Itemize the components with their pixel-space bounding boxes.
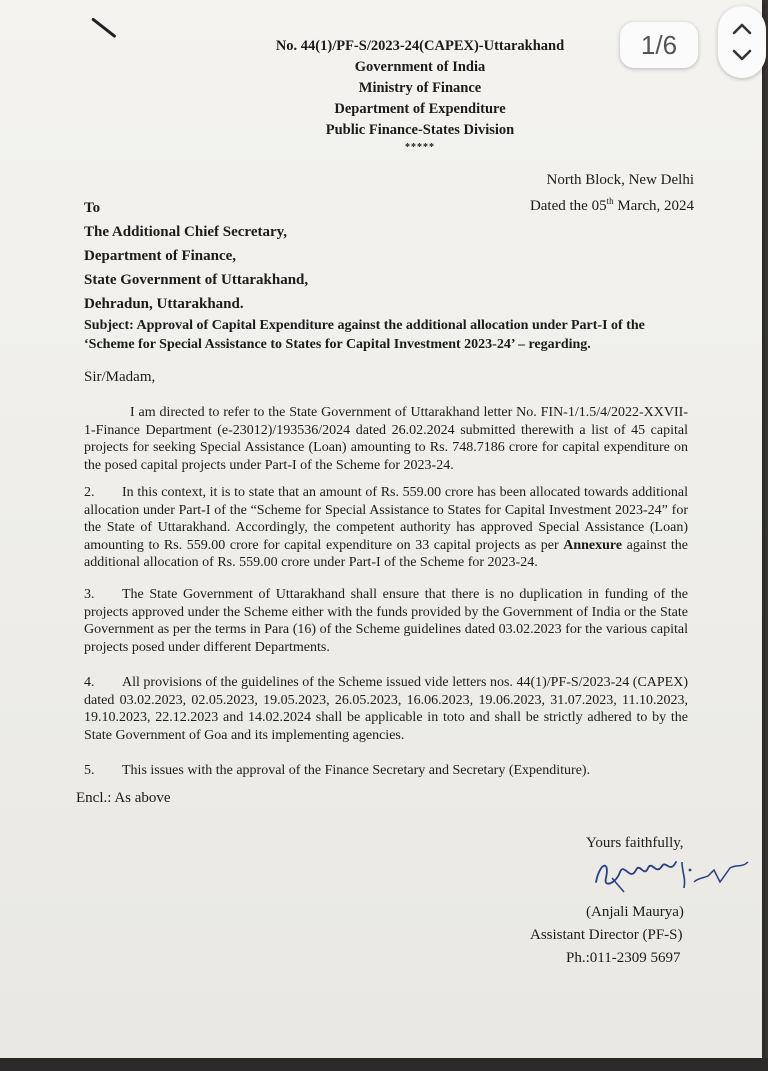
file-number: No. 44(1)/PF-S/2023-24(CAPEX)-Uttarakhand [275,38,565,54]
paragraph-3: 3. The State Government of Uttarakhand shall ensure that there is no duplication in funding of the projects approved under the Scheme either with the funds provided by the Government of India or the State Government as per the terms in Para (16) of the Scheme guidelines dated 03.02.2023 for the various capital projects posed under different Departments. [84,587,688,655]
to-label: To [84,200,101,216]
division-line: Public Finance-States Division [325,122,515,138]
subject-text: Approval of Capital Expenditure against the additional allocation under Part-I of the ‘Scheme for Special Assistance to States for Capital Investment 2023-24’ – regarding. [84,318,645,352]
paragraph-5: 5. This issues with the approval of the Finance Secretary and Secretary (Expenditure). [84,763,591,778]
chevron-down-icon[interactable] [730,44,754,66]
handwritten-signature [590,848,758,898]
addressee-line: The Additional Chief Secretary, [84,224,288,240]
place-line: North Block, New Delhi [546,172,694,188]
annexure-label: Annexure [563,537,623,553]
place-date [530,170,694,217]
chevron-up-icon[interactable] [730,18,754,40]
letter-header [230,36,610,155]
department-line: Department of Expenditure [334,101,506,117]
signatory-phone: Ph.:011-2309 5697 [566,950,681,966]
signatory-name: (Anjali Maurya) [586,904,684,920]
salutation: Sir/Madam, [84,369,156,385]
page-indicator: 1/6 [620,22,698,68]
addressee-line: Department of Finance, [84,248,237,264]
background-edge [0,1058,768,1071]
addressee-line: State Government of Uttarakhand, [84,272,309,288]
addressee-block [84,196,308,316]
pen-mark [91,17,116,38]
subject-block [84,316,692,354]
page-navigation [718,6,766,78]
header-stars: ***** [405,142,435,153]
subject-label: Subject: [84,318,134,333]
addressee-line: Dehradun, Uttarakhand. [84,296,244,312]
closing: Yours faithfully, [586,835,684,851]
paragraph-4: 4. All provisions of the guidelines of the Scheme issued vide letters nos. 44(1)/PF-S/2023-24 (CAPEX) dated 03.02.2023, 02.05.2023, 19.05.2023, 26.05.2023, 16.06.2023, 19.06.2023, 31.07.2023, 11.10.2023, 19.10.2023, 22.12.2023 and 14.02.2024 shall be applicable in toto and shall be strictly adhered to by the State Government of Goa and its implementing agencies. [84,675,688,743]
govt-line: Government of India [354,59,486,75]
date-line: Dated the 05th March, 2024 [529,196,694,214]
ministry-line: Ministry of Finance [358,80,482,96]
paragraph-2: 2. In this context, it is to state that an amount of Rs. 559.00 crore has been allocated towards additional allocation under Part-I of the “Scheme for Special Assistance to States for Capital Investment 2023-24” for the State of Uttarakhand. Accordingly, the competent authority has approved Special Assistance (Loan) amounting to Rs. 559.00 crore for capital expenditure on 33 capital projects as per Annexure against the additional allocation of Rs. 559.00 crore under Part-I of the Scheme for 2023-24. [84,485,689,570]
paragraph-1: I am directed to refer to the State Government of Uttarakhand letter No. FIN-1/1.5/4/2022-XXVII-1-Finance Department (e-23012)/193536/2024 dated 26.02.2024 submitted therewith a list of 45 capital projects for seeking Special Assistance (Loan) amounting to Rs. 748.7186 crore for capital expenditure on the posed capital projects under Part-I of the Scheme for 2023-24. [84,405,688,473]
enclosure-note: Encl.: As above [76,790,171,806]
signatory-designation: Assistant Director (PF-S) [530,927,683,943]
